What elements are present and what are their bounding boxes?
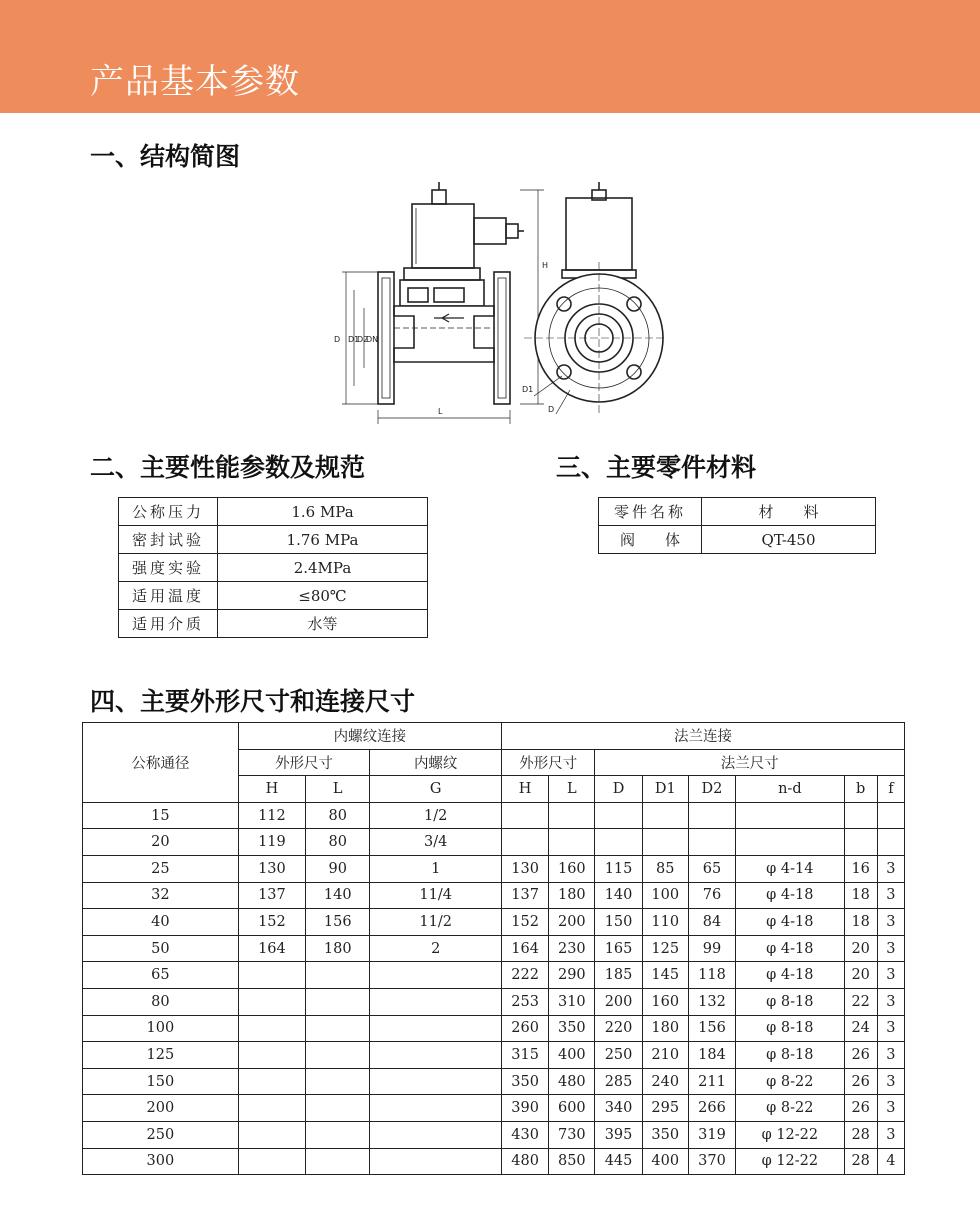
table-cell: 3 [877,909,904,936]
col-header: D2 [688,776,735,803]
table-cell: 3 [877,1068,904,1095]
table-cell [877,829,904,856]
table-cell: 18 [844,882,877,909]
section-title-dimensions: 四、主要外形尺寸和连接尺寸 [90,687,416,716]
header-thread-outline: 外形尺寸 [238,749,370,776]
table-row [83,802,905,829]
table-cell: 850 [549,1148,595,1175]
perf-name: 密封试验 [119,526,218,554]
table-cell: 20 [844,935,877,962]
table-row [83,855,905,882]
table-cell [595,829,642,856]
table-cell: 240 [642,1068,688,1095]
table-cell: 164 [238,935,305,962]
table-cell [595,802,642,829]
table-cell: 200 [549,909,595,936]
table-cell: 100 [642,882,688,909]
table-cell: 28 [844,1121,877,1148]
table-cell [502,802,549,829]
table-cell [370,1015,502,1042]
table-cell [844,829,877,856]
table-cell [238,1148,305,1175]
cell-dn: 50 [83,935,239,962]
table-cell: 4 [877,1148,904,1175]
header-banner [0,0,980,113]
table-cell: 165 [595,935,642,962]
table-cell: 11/4 [370,882,502,909]
table-cell [370,1042,502,1069]
cell-dn: 80 [83,988,239,1015]
table-cell: φ 8-18 [736,1015,845,1042]
table-cell: φ 8-18 [736,988,845,1015]
table-row [119,554,428,582]
table-cell: 250 [595,1042,642,1069]
table-cell: φ 12-22 [736,1121,845,1148]
table-cell: 137 [238,882,305,909]
table-cell: 370 [688,1148,735,1175]
table-cell: 220 [595,1015,642,1042]
table-cell [844,802,877,829]
table-cell: 2 [370,935,502,962]
section-title-structure: 一、结构简图 [90,142,241,171]
material-part: 阀 体 [599,526,702,554]
table-cell: 145 [642,962,688,989]
table-cell: 76 [688,882,735,909]
table-cell: 80 [306,802,370,829]
table-cell: 24 [844,1015,877,1042]
header-flange-size: 法兰尺寸 [595,749,905,776]
table-cell: φ 8-22 [736,1068,845,1095]
label-l: L [438,407,443,416]
table-cell: 164 [502,935,549,962]
col-header: L [549,776,595,803]
table-cell: 3 [877,1015,904,1042]
table-cell: 119 [238,829,305,856]
col-header: b [844,776,877,803]
table-cell: 180 [306,935,370,962]
col-header: G [370,776,502,803]
table-cell: 285 [595,1068,642,1095]
cell-dn: 25 [83,855,239,882]
table-cell: 18 [844,909,877,936]
table-cell: 156 [688,1015,735,1042]
table-cell: 20 [844,962,877,989]
table-row [83,882,905,909]
cell-dn: 150 [83,1068,239,1095]
table-cell: 180 [642,1015,688,1042]
table-cell: 295 [642,1095,688,1122]
col-header: H [502,776,549,803]
table-cell: 730 [549,1121,595,1148]
table-row [83,935,905,962]
table-cell [238,1121,305,1148]
cell-dn: 100 [83,1015,239,1042]
performance-table [118,497,428,638]
table-cell [370,1148,502,1175]
table-cell: 26 [844,1042,877,1069]
table-cell: 125 [642,935,688,962]
valve-structure-drawing [324,178,664,430]
col-header: f [877,776,904,803]
material-value: QT-450 [702,526,876,554]
table-cell: 350 [549,1015,595,1042]
table-row [83,1148,905,1175]
table-row [83,1015,905,1042]
label-d1: D1 [348,335,360,344]
table-cell: 290 [549,962,595,989]
table-cell: 115 [595,855,642,882]
table-cell: 230 [549,935,595,962]
table-cell: 156 [306,909,370,936]
table-cell: 185 [595,962,642,989]
perf-value: 1.6 MPa [218,498,428,526]
label-d2: D2 [357,335,369,344]
table-cell: 222 [502,962,549,989]
table-cell: 80 [306,829,370,856]
col-header: D [595,776,642,803]
cell-dn: 250 [83,1121,239,1148]
table-row [83,1068,905,1095]
table-cell: 266 [688,1095,735,1122]
table-cell: 1/2 [370,802,502,829]
cell-dn: 125 [83,1042,239,1069]
perf-name: 公称压力 [119,498,218,526]
table-cell [642,802,688,829]
table-row [83,829,905,856]
table-cell: 184 [688,1042,735,1069]
table-cell: 110 [642,909,688,936]
table-cell: 150 [595,909,642,936]
table-cell: 480 [549,1068,595,1095]
cell-dn: 15 [83,802,239,829]
label-h: H [542,261,549,270]
table-cell: 26 [844,1095,877,1122]
table-cell: 350 [502,1068,549,1095]
table-row [599,526,876,554]
label-front-d1: D1 [522,385,534,394]
col-header: L [306,776,370,803]
materials-header-material: 材 料 [702,498,876,526]
table-cell: φ 4-18 [736,935,845,962]
table-cell [238,1095,305,1122]
table-cell [688,829,735,856]
perf-name: 强度实验 [119,554,218,582]
table-cell [549,802,595,829]
table-cell: 3/4 [370,829,502,856]
table-cell: 3 [877,1121,904,1148]
table-cell: 395 [595,1121,642,1148]
table-row [83,909,905,936]
table-cell: 65 [688,855,735,882]
table-cell [306,1121,370,1148]
cell-dn: 300 [83,1148,239,1175]
table-cell [549,829,595,856]
col-header: D1 [642,776,688,803]
table-cell: 310 [549,988,595,1015]
table-cell [306,962,370,989]
label-dn: DN [366,335,379,344]
table-cell: 400 [549,1042,595,1069]
table-cell: φ 4-18 [736,909,845,936]
table-row [119,498,428,526]
table-cell: 84 [688,909,735,936]
header-flange-connection: 法兰连接 [502,723,905,750]
label-front-d: D [548,405,555,414]
table-cell: φ 4-14 [736,855,845,882]
table-cell: 210 [642,1042,688,1069]
table-cell [736,802,845,829]
table-cell [306,1015,370,1042]
table-row [83,1121,905,1148]
table-cell: 28 [844,1148,877,1175]
table-cell [238,1042,305,1069]
table-cell: 160 [642,988,688,1015]
table-row [83,988,905,1015]
table-cell: 85 [642,855,688,882]
section-title-performance: 二、主要性能参数及规范 [90,453,366,482]
perf-name: 适用介质 [119,610,218,638]
table-row [119,610,428,638]
table-cell [306,1095,370,1122]
table-cell [370,1121,502,1148]
table-cell: 16 [844,855,877,882]
cell-dn: 20 [83,829,239,856]
table-cell: 130 [502,855,549,882]
table-cell: 180 [549,882,595,909]
table-row [119,526,428,554]
cell-dn: 200 [83,1095,239,1122]
table-cell [306,988,370,1015]
table-cell: 3 [877,1095,904,1122]
table-row [83,1042,905,1069]
page-title: 产品基本参数 [90,62,300,102]
header-dn: 公称通径 [83,723,239,803]
table-cell: 3 [877,935,904,962]
col-header: H [238,776,305,803]
table-cell [238,962,305,989]
materials-table [598,497,876,554]
table-cell: 211 [688,1068,735,1095]
table-cell [688,802,735,829]
table-cell [370,1095,502,1122]
perf-value: 水等 [218,610,428,638]
perf-value: 2.4MPa [218,554,428,582]
table-cell: 118 [688,962,735,989]
table-cell: 319 [688,1121,735,1148]
table-cell: 26 [844,1068,877,1095]
table-cell [370,962,502,989]
col-header: n-d [736,776,845,803]
table-cell: 3 [877,988,904,1015]
table-cell: 445 [595,1148,642,1175]
table-row [83,962,905,989]
table-cell [306,1068,370,1095]
table-cell: 11/2 [370,909,502,936]
table-cell [502,829,549,856]
table-header-row [83,723,905,750]
table-cell [238,1068,305,1095]
table-cell [238,1015,305,1042]
perf-value: ≤80℃ [218,582,428,610]
dimensions-table [82,722,905,1175]
table-cell: 99 [688,935,735,962]
table-cell: 22 [844,988,877,1015]
table-row [119,582,428,610]
cell-dn: 40 [83,909,239,936]
perf-value: 1.76 MPa [218,526,428,554]
table-cell: 140 [595,882,642,909]
cell-dn: 65 [83,962,239,989]
header-flange-outline: 外形尺寸 [502,749,595,776]
table-cell [238,988,305,1015]
section-title-materials: 三、主要零件材料 [556,453,757,482]
cell-dn: 32 [83,882,239,909]
table-cell: 130 [238,855,305,882]
table-row [83,1095,905,1122]
header-thread-inner: 内螺纹 [370,749,502,776]
table-cell: 200 [595,988,642,1015]
table-cell: 350 [642,1121,688,1148]
table-cell [642,829,688,856]
table-cell: 1 [370,855,502,882]
table-cell: 112 [238,802,305,829]
table-cell: 3 [877,855,904,882]
table-cell: 390 [502,1095,549,1122]
table-cell: 260 [502,1015,549,1042]
table-row [599,498,876,526]
table-cell: 90 [306,855,370,882]
table-cell [877,802,904,829]
table-cell: 3 [877,962,904,989]
table-cell: φ 12-22 [736,1148,845,1175]
table-cell: 315 [502,1042,549,1069]
table-cell: 600 [549,1095,595,1122]
table-cell: 152 [238,909,305,936]
table-cell: 160 [549,855,595,882]
table-cell: φ 4-18 [736,882,845,909]
table-cell: 140 [306,882,370,909]
table-cell: 152 [502,909,549,936]
table-cell: φ 8-18 [736,1042,845,1069]
table-cell [370,1068,502,1095]
table-cell [370,988,502,1015]
table-cell [736,829,845,856]
table-cell [306,1042,370,1069]
table-cell: φ 8-22 [736,1095,845,1122]
table-cell: 400 [642,1148,688,1175]
table-cell: 253 [502,988,549,1015]
table-cell: φ 4-18 [736,962,845,989]
table-cell: 340 [595,1095,642,1122]
table-cell: 132 [688,988,735,1015]
label-d: D [334,335,341,344]
table-cell: 3 [877,882,904,909]
table-cell [306,1148,370,1175]
materials-header-part: 零件名称 [599,498,702,526]
header-thread-connection: 内螺纹连接 [238,723,501,750]
table-cell: 480 [502,1148,549,1175]
table-cell: 430 [502,1121,549,1148]
table-cell: 3 [877,1042,904,1069]
perf-name: 适用温度 [119,582,218,610]
table-cell: 137 [502,882,549,909]
